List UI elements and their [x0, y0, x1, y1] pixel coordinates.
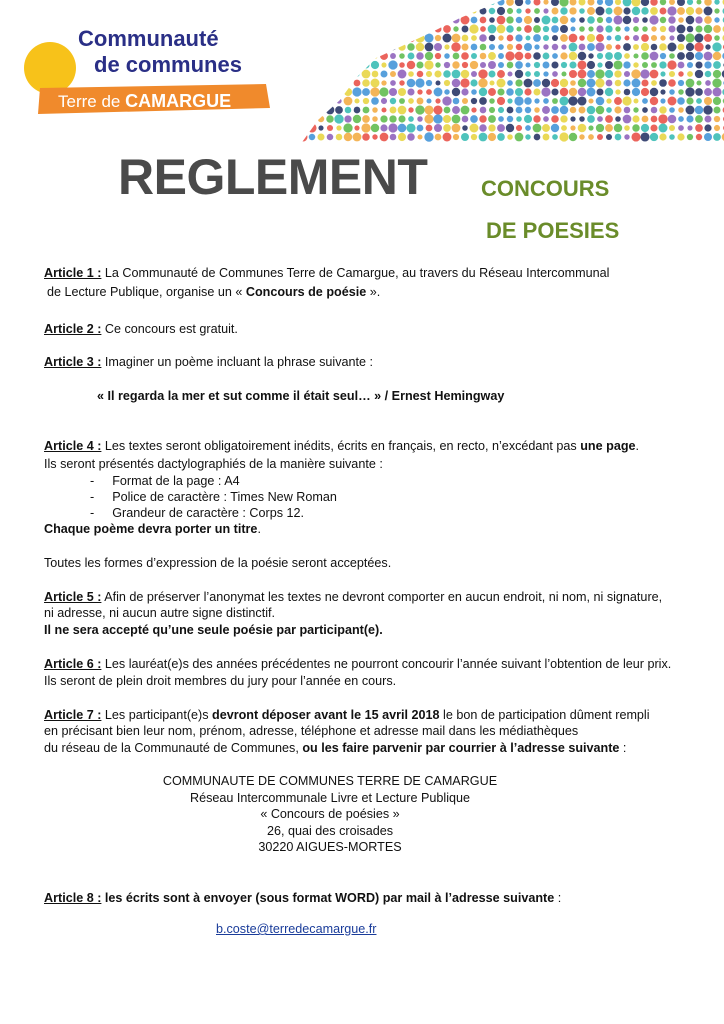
article-5-line2: ni adresse, ni aucun autre signe distinctif.	[44, 606, 276, 620]
article-7-text1c: le bon de participation dûment rempli	[439, 708, 650, 722]
article-4-line1	[44, 438, 639, 454]
page-title: REGLEMENT	[118, 149, 428, 205]
address-line: COMMUNAUTE DE COMMUNES TERRE DE CAMARGUE	[162, 774, 498, 788]
article-6-line2: Ils seront de plein droit membres du jury pour l’année en cours.	[44, 674, 397, 688]
article-7-text1a: Les participant(e)s	[101, 708, 213, 722]
article-6-line1	[44, 656, 671, 672]
dash-bullet: -	[90, 474, 95, 488]
article-7-deadline: devront déposer avant le 15 avril 2018	[212, 708, 440, 722]
article-8	[44, 890, 561, 906]
article-4-bold-line-end: .	[257, 522, 261, 536]
address-line: Réseau Intercommunale Livre et Lecture Publique	[189, 791, 471, 805]
article-6-text1: Les lauréat(e)s des années précédentes ne pourront concourir l’année suivant l’obtention de leur prix.	[101, 657, 672, 671]
article-3-text: Imaginer un poème incluant la phrase suivante :	[101, 355, 374, 369]
article-4-title-rule	[44, 521, 261, 537]
article-6-label: Article 6 :	[44, 657, 102, 671]
article-5-text1: Afin de préserver l’anonymat les textes ne devront comporter en aucun endroit, ni nom, ni signature,	[101, 590, 663, 604]
logo-line2: de communes	[94, 52, 242, 77]
article-7-text3c: :	[619, 741, 627, 755]
list-item-text: Format de la page : A4	[112, 474, 240, 488]
dash-bullet: -	[90, 490, 95, 504]
sun-icon	[24, 42, 76, 94]
article-1-bold: Concours de poésie	[245, 285, 367, 299]
article-2-label: Article 2 :	[44, 322, 102, 336]
address-line: 30220 AIGUES-MORTES	[258, 840, 402, 854]
article-1-text: La Communauté de Communes Terre de Camargue, au travers du Réseau Intercommunal	[101, 266, 610, 280]
article-7-text3a: du réseau de la Communauté de Communes,	[44, 741, 303, 755]
article-4-bold-line: Chaque poème devra porter un titre	[44, 522, 258, 536]
list-item	[90, 505, 304, 521]
article-4-extra: Toutes les formes d’expression de la poésie seront acceptées.	[44, 556, 392, 570]
article-7-label: Article 7 :	[44, 708, 102, 722]
page-subtitle-line1: CONCOURS	[481, 176, 610, 201]
article-5-label: Article 5 :	[44, 590, 102, 604]
article-3-quote: « Il regarda la mer et sut comme il était seul… » / Ernest Hemingway	[97, 389, 505, 403]
dots-pattern-image	[289, 0, 724, 142]
article-1-text2: de Lecture Publique, organise un «	[47, 285, 246, 299]
list-item	[90, 489, 337, 505]
header-banner	[0, 0, 724, 145]
address-line: « Concours de poésies »	[260, 807, 400, 821]
article-7-line1	[44, 707, 650, 723]
article-8-end: :	[554, 891, 562, 905]
article-5-bold: Il ne sera accepté qu’une seule poésie par participant(e).	[44, 623, 383, 637]
article-8-text: les écrits sont à envoyer (sous format WORD) par mail à l’adresse suivante	[101, 891, 555, 905]
article-3-label: Article 3 :	[44, 355, 102, 369]
logo-line1: Communauté	[78, 26, 219, 51]
article-3	[44, 354, 373, 370]
article-5-line1	[44, 589, 662, 605]
article-4-text1-end: .	[635, 439, 640, 453]
article-1-label: Article 1 :	[44, 266, 102, 280]
article-7-line3	[44, 740, 626, 756]
article-4-bold: une page	[580, 439, 636, 453]
logo-band-text: Terre de CAMARGUE	[58, 91, 232, 111]
article-8-label: Article 8 :	[44, 891, 102, 905]
article-4-label: Article 4 :	[44, 439, 102, 453]
list-item	[90, 473, 240, 489]
list-item-text: Grandeur de caractère : Corps 12.	[112, 506, 305, 520]
article-7-line2: en précisant bien leur nom, prénom, adresse, téléphone et adresse mail dans les médiathèques	[44, 724, 579, 738]
list-item-text: Police de caractère : Times New Roman	[112, 490, 337, 504]
article-2	[44, 321, 238, 337]
article-4-text1: Les textes seront obligatoirement inédits, écrits en français, en recto, n’excédant pas	[101, 439, 581, 453]
article-7-mail-instruction: ou les faire parvenir par courrier à l’adresse suivante	[302, 741, 620, 755]
article-2-text: Ce concours est gratuit.	[101, 322, 238, 336]
article-1-line1	[44, 265, 609, 281]
article-1-text2-end: ».	[366, 285, 381, 299]
article-4-line2: Ils seront présentés dactylographiés de la manière suivante :	[44, 457, 383, 471]
email-link[interactable]: b.coste@terredecamargue.fr	[216, 922, 377, 936]
article-1-line2	[47, 284, 380, 300]
dash-bullet: -	[90, 506, 95, 520]
address-line: 26, quai des croisades	[266, 824, 394, 838]
page-subtitle-line2: DE POESIES	[486, 218, 620, 243]
